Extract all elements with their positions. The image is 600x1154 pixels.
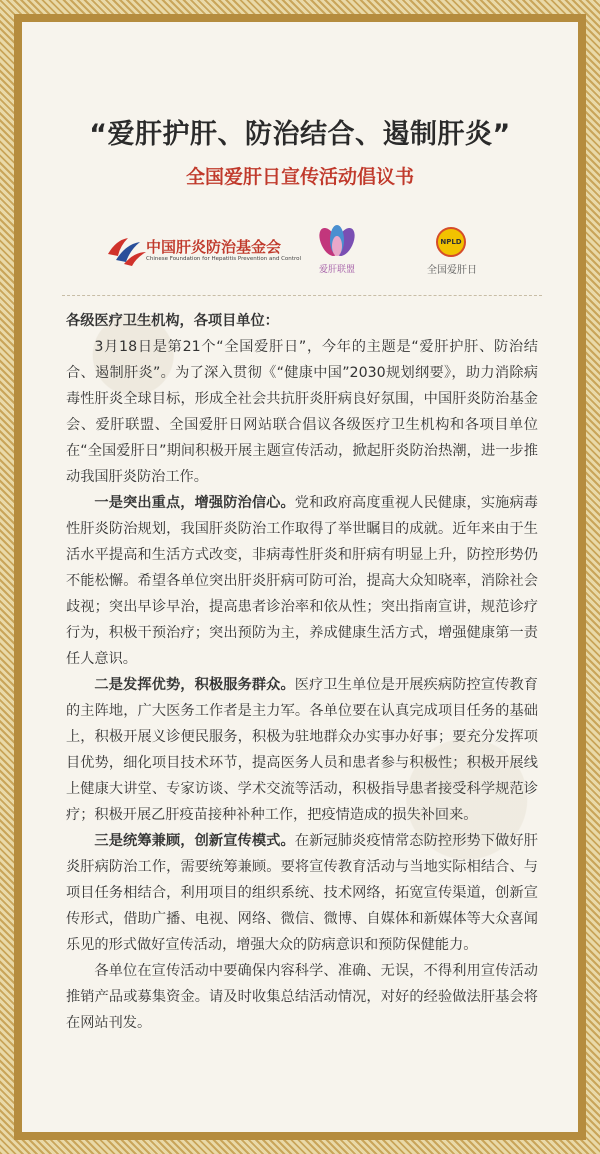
paragraph-point-2 — [66, 672, 538, 828]
point-1-text: 党和政府高度重视人民健康，实施病毒性肝炎防治规划，我国肝炎防治工作取得了举世瞩目的成就。近年来由于生活水平提高和生活方式改变，非病毒性肝炎和肝病有明显上升，防控形势仍不能松懈。希望各单位突出肝炎肝病可防可治，提高大众知晓率，消除社会歧视；突出早诊早治，提高患者诊治率和依从性；突出指南宣讲，规范诊疗行为，积极干预治疗；突出预防为主，养成健康生活方式，增强健康第一责任人意识。 — [66, 495, 538, 667]
paragraph-point-1 — [66, 490, 538, 672]
alliance-name: 爱肝联盟 — [318, 265, 355, 275]
npld-name: 全国爱肝日 — [427, 265, 477, 276]
foundation-mark-icon — [106, 234, 148, 268]
document-page — [22, 22, 578, 1132]
npld-logo — [412, 227, 492, 277]
page-title: “爱肝护肝、防治结合、遏制肝炎” — [89, 119, 511, 150]
foundation-logo — [106, 232, 301, 272]
alliance-logo — [307, 224, 367, 274]
point-3-heading: 三是统筹兼顾，创新宣传模式。 — [94, 833, 295, 849]
address-line: 各级医疗卫生机构，各项目单位： — [66, 313, 279, 329]
paragraph-closing: 各单位在宣传活动中要确保内容科学、准确、无误，不得利用宣传活动推销产品或募集资金。请及时收集总结活动情况，对好的经验做法肝基会将在网站刊发。 — [66, 963, 538, 1031]
point-2-heading: 二是发挥优势，积极服务群众。 — [94, 677, 295, 693]
lotus-icon — [307, 224, 367, 262]
point-3-text: 在新冠肺炎疫情常态防控形势下做好肝炎肝病防治工作，需要统筹兼顾。要将宣传教育活动与当地实际相结合、与项目任务相结合，利用项目的组织系统、技术网络，拓宽宣传渠道，创新宣传形式，借助广播、电视、网络、微信、微博、自媒体和新媒体等大众喜闻乐见的形式做好宣传活动，增强大众的防病意识和预防保健能力。 — [66, 833, 538, 953]
point-1-heading: 一是突出重点，增强防治信心。 — [94, 495, 295, 511]
foundation-name-en: Chinese Foundation for Hepatitis Prevention and Control — [146, 256, 301, 262]
paragraph-point-3 — [66, 828, 538, 958]
npld-badge: NPLD — [436, 227, 466, 257]
point-2-text: 医疗卫生单位是开展疾病防控宣传教育的主阵地，广大医务工作者是主力军。各单位要在认真完成项目任务的基础上，积极开展义诊便民服务，积极为驻地群众办实事办好事；要充分发挥项目优势，细化项目技术环节，提高医务人员和患者参与积极性；积极开展线上健康大讲堂、专家访谈、学术交流等活动，积极指导患者接受科学规范诊疗；积极开展乙肝疫苗接种补种工作，把疫情造成的损失补回来。 — [66, 677, 538, 823]
foundation-name-cn: 中国肝炎防治基金会 — [146, 238, 282, 256]
document-body — [66, 308, 538, 1036]
divider — [62, 295, 542, 296]
paragraph-intro: 3月18日是第21个“全国爱肝日”，今年的主题是“爱肝护肝、防治结合、遏制肝炎”。为了深入贯彻《“健康中国”2030规划纲要》，助力消除病毒性肝炎全球目标，形成全社会共抗肝炎肝病良好氛围，中国肝炎防治基金会、爱肝联盟、全国爱肝日网站联合倡议各级医疗卫生机构和各项目单位在“全国爱肝日”期间积极开展主题宣传活动，掀起肝炎防治热潮，进一步推动我国肝炎防治工作。 — [66, 339, 538, 485]
logo-row — [22, 202, 578, 276]
page-subtitle: 全国爱肝日宣传活动倡议书 — [185, 166, 414, 188]
